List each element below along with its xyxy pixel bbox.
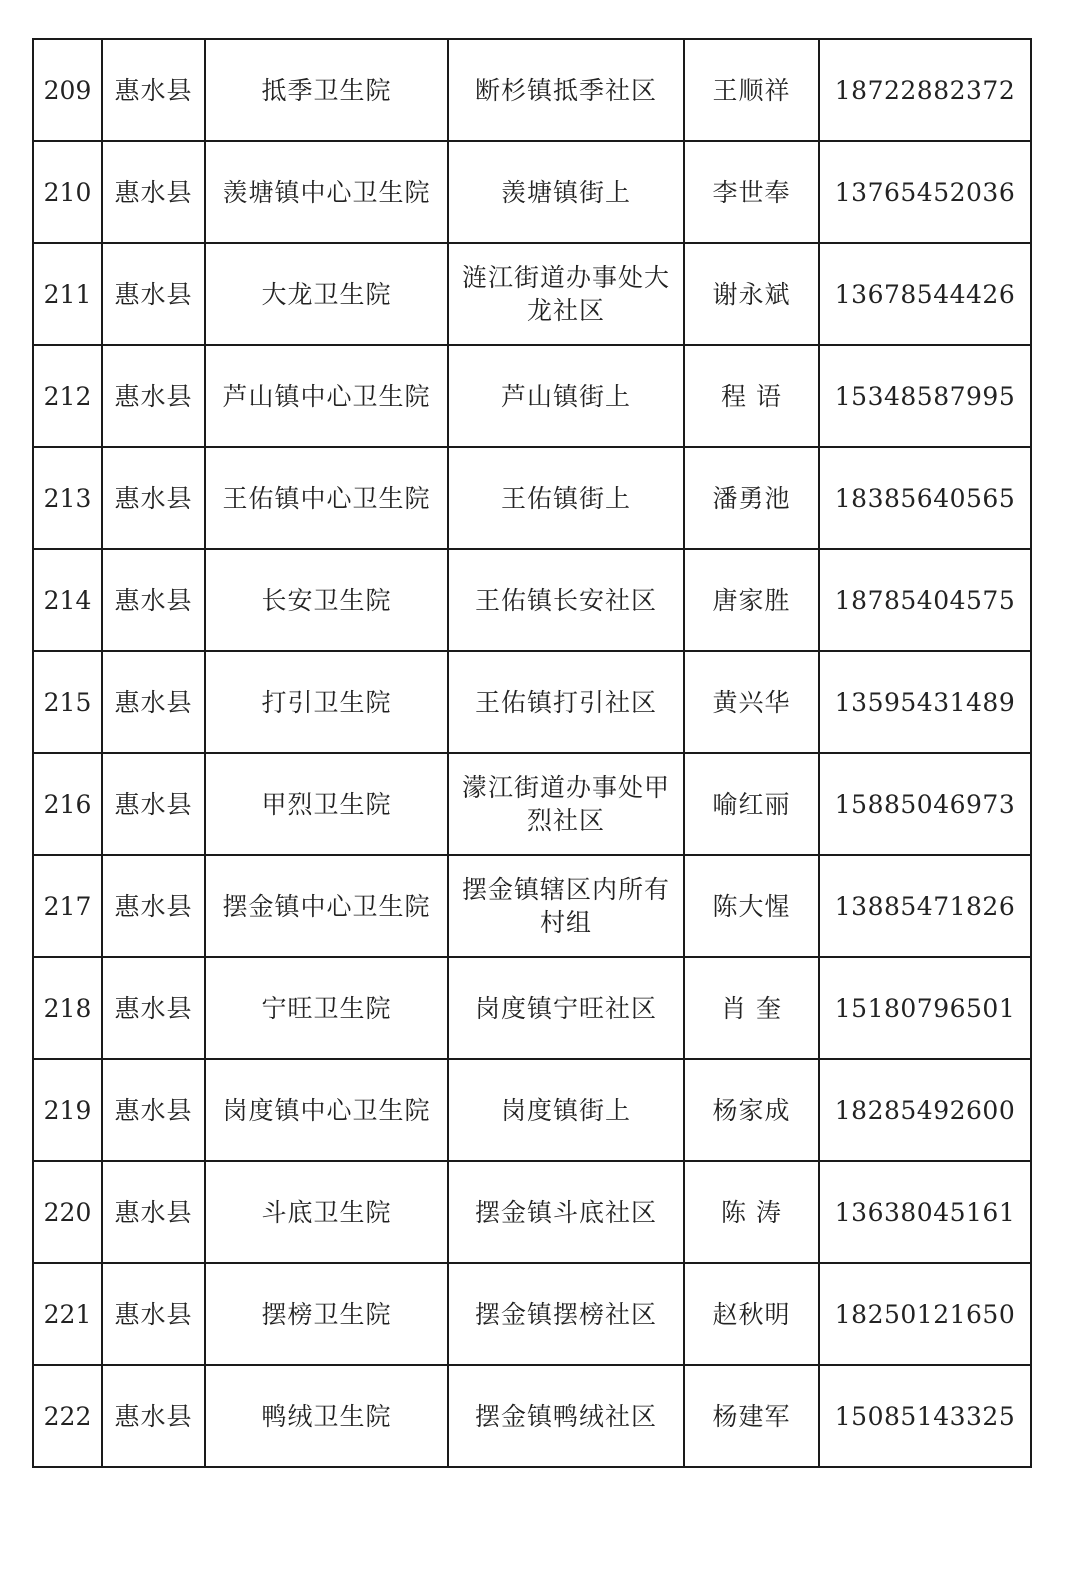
row-number: 220: [33, 1161, 102, 1263]
table-row: [33, 957, 1031, 1059]
phone-cell: 18250121650: [819, 1263, 1031, 1365]
service-area-cell: 摆金镇辖区内所有村组: [448, 855, 684, 957]
service-area-cell: 摆金镇摆榜社区: [448, 1263, 684, 1365]
county-cell: 惠水县: [102, 651, 205, 753]
table-row: [33, 753, 1031, 855]
row-number: 210: [33, 141, 102, 243]
row-number: 213: [33, 447, 102, 549]
hospital-cell: 王佑镇中心卫生院: [205, 447, 448, 549]
county-cell: 惠水县: [102, 549, 205, 651]
table-row: [33, 855, 1031, 957]
service-area-cell: 摆金镇鸭绒社区: [448, 1365, 684, 1467]
county-cell: 惠水县: [102, 1161, 205, 1263]
phone-cell: 18385640565: [819, 447, 1031, 549]
phone-cell: 13638045161: [819, 1161, 1031, 1263]
hospital-cell: 羡塘镇中心卫生院: [205, 141, 448, 243]
hospital-cell: 摆榜卫生院: [205, 1263, 448, 1365]
service-area-cell: 王佑镇街上: [448, 447, 684, 549]
contact-person-cell: 喻红丽: [684, 753, 819, 855]
table-row: [33, 447, 1031, 549]
hospital-cell: 抵季卫生院: [205, 39, 448, 141]
contact-person-cell: 黄兴华: [684, 651, 819, 753]
hospital-cell: 岗度镇中心卫生院: [205, 1059, 448, 1161]
phone-cell: 15180796501: [819, 957, 1031, 1059]
clinic-contact-table: [32, 38, 1032, 1468]
table-row: [33, 243, 1031, 345]
hospital-cell: 宁旺卫生院: [205, 957, 448, 1059]
phone-cell: 13678544426: [819, 243, 1031, 345]
table-row: [33, 1263, 1031, 1365]
table-row: [33, 141, 1031, 243]
table-row: [33, 1365, 1031, 1467]
phone-cell: 18785404575: [819, 549, 1031, 651]
contact-person-cell: 肖 奎: [684, 957, 819, 1059]
hospital-cell: 斗底卫生院: [205, 1161, 448, 1263]
row-number: 209: [33, 39, 102, 141]
contact-person-cell: 唐家胜: [684, 549, 819, 651]
service-area-cell: 涟江街道办事处大龙社区: [448, 243, 684, 345]
contact-person-cell: 程 语: [684, 345, 819, 447]
service-area-cell: 王佑镇打引社区: [448, 651, 684, 753]
phone-cell: 18285492600: [819, 1059, 1031, 1161]
service-area-cell: 摆金镇斗底社区: [448, 1161, 684, 1263]
contact-person-cell: 陈 涛: [684, 1161, 819, 1263]
row-number: 216: [33, 753, 102, 855]
county-cell: 惠水县: [102, 1263, 205, 1365]
county-cell: 惠水县: [102, 957, 205, 1059]
hospital-cell: 打引卫生院: [205, 651, 448, 753]
row-number: 222: [33, 1365, 102, 1467]
hospital-cell: 甲烈卫生院: [205, 753, 448, 855]
contact-person-cell: 潘勇池: [684, 447, 819, 549]
service-area-cell: 王佑镇长安社区: [448, 549, 684, 651]
contact-person-cell: 陈大惺: [684, 855, 819, 957]
contact-person-cell: 王顺祥: [684, 39, 819, 141]
contact-person-cell: 李世奉: [684, 141, 819, 243]
service-area-cell: 岗度镇宁旺社区: [448, 957, 684, 1059]
table-row: [33, 651, 1031, 753]
phone-cell: 15348587995: [819, 345, 1031, 447]
phone-cell: 15885046973: [819, 753, 1031, 855]
row-number: 219: [33, 1059, 102, 1161]
service-area-cell: 芦山镇街上: [448, 345, 684, 447]
county-cell: 惠水县: [102, 447, 205, 549]
county-cell: 惠水县: [102, 345, 205, 447]
table-row: [33, 345, 1031, 447]
row-number: 212: [33, 345, 102, 447]
county-cell: 惠水县: [102, 1059, 205, 1161]
hospital-cell: 摆金镇中心卫生院: [205, 855, 448, 957]
table-row: [33, 1161, 1031, 1263]
hospital-cell: 长安卫生院: [205, 549, 448, 651]
service-area-cell: 岗度镇街上: [448, 1059, 684, 1161]
county-cell: 惠水县: [102, 753, 205, 855]
county-cell: 惠水县: [102, 39, 205, 141]
row-number: 217: [33, 855, 102, 957]
phone-cell: 13765452036: [819, 141, 1031, 243]
table-row: [33, 39, 1031, 141]
county-cell: 惠水县: [102, 855, 205, 957]
hospital-cell: 大龙卫生院: [205, 243, 448, 345]
table-row: [33, 1059, 1031, 1161]
service-area-cell: 断杉镇抵季社区: [448, 39, 684, 141]
contact-person-cell: 谢永斌: [684, 243, 819, 345]
row-number: 221: [33, 1263, 102, 1365]
service-area-cell: 羡塘镇街上: [448, 141, 684, 243]
service-area-cell: 濛江街道办事处甲烈社区: [448, 753, 684, 855]
row-number: 211: [33, 243, 102, 345]
row-number: 215: [33, 651, 102, 753]
contact-person-cell: 杨建军: [684, 1365, 819, 1467]
county-cell: 惠水县: [102, 141, 205, 243]
row-number: 214: [33, 549, 102, 651]
phone-cell: 15085143325: [819, 1365, 1031, 1467]
table-row: [33, 549, 1031, 651]
row-number: 218: [33, 957, 102, 1059]
phone-cell: 13885471826: [819, 855, 1031, 957]
contact-person-cell: 杨家成: [684, 1059, 819, 1161]
hospital-cell: 芦山镇中心卫生院: [205, 345, 448, 447]
hospital-cell: 鸭绒卫生院: [205, 1365, 448, 1467]
contact-person-cell: 赵秋明: [684, 1263, 819, 1365]
phone-cell: 13595431489: [819, 651, 1031, 753]
phone-cell: 18722882372: [819, 39, 1031, 141]
county-cell: 惠水县: [102, 1365, 205, 1467]
county-cell: 惠水县: [102, 243, 205, 345]
